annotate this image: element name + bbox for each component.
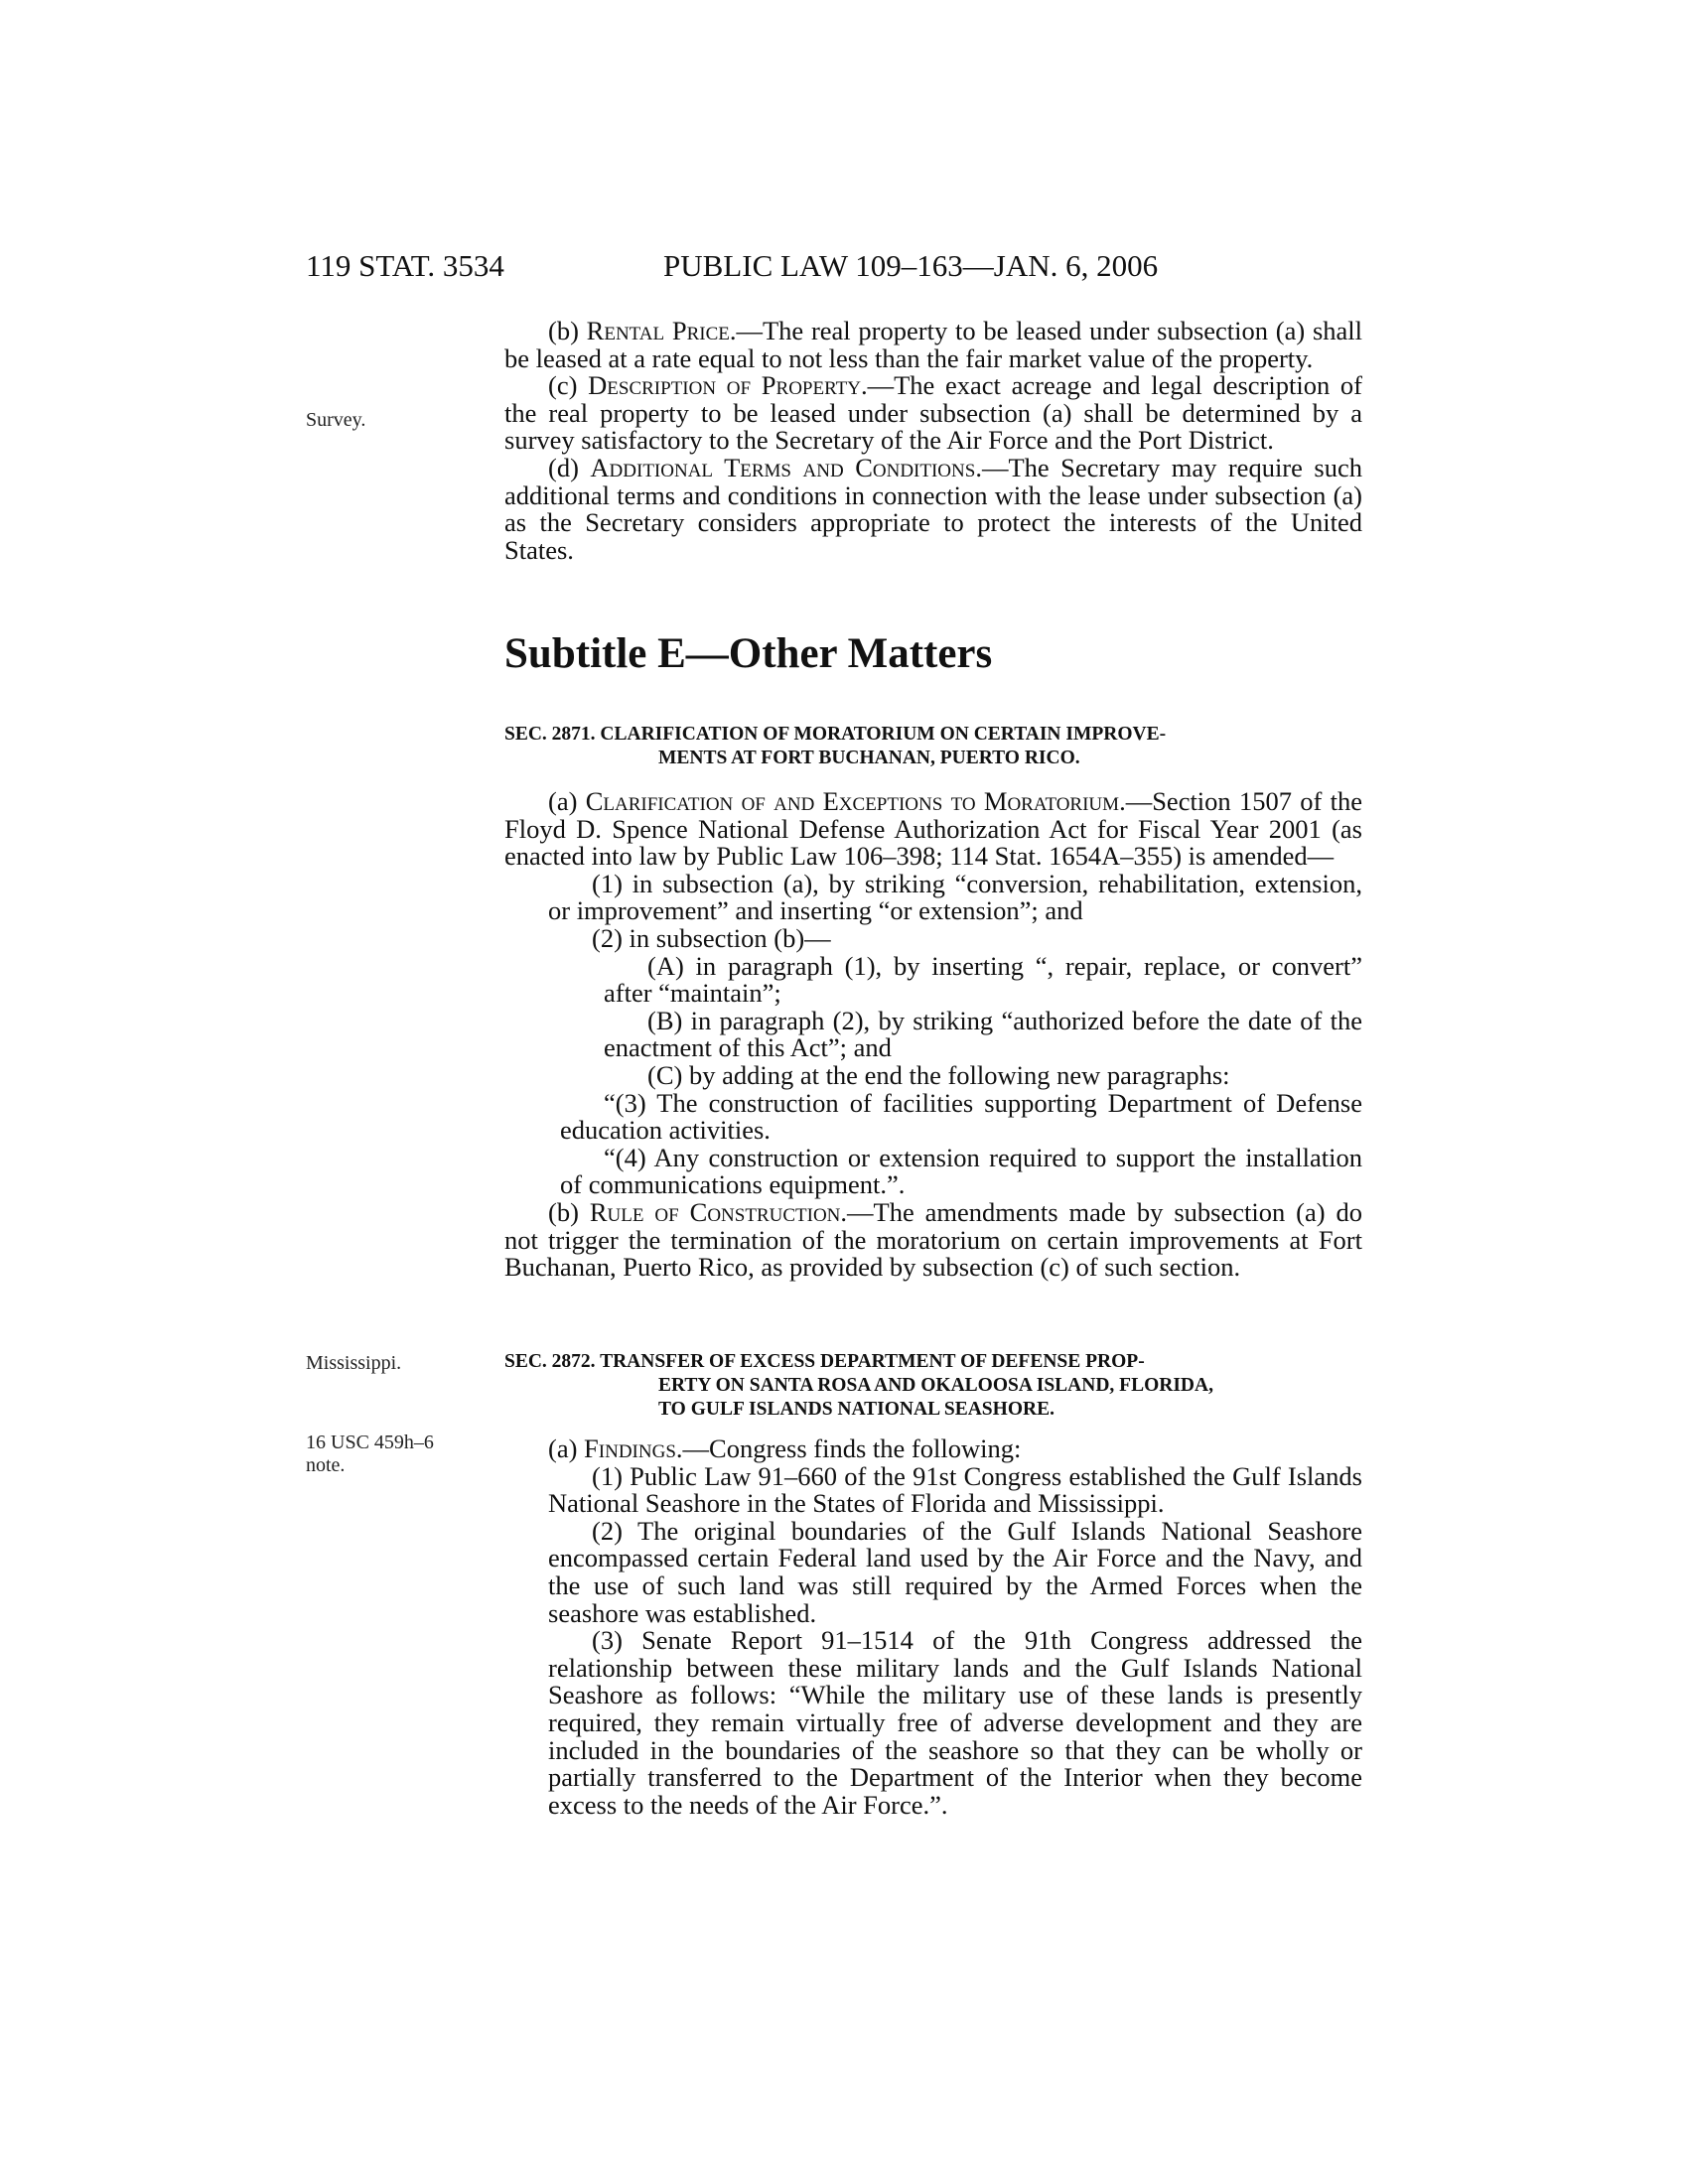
margin-note-usc-line2: note. xyxy=(306,1454,346,1476)
statute-page-number: 119 STAT. 3534 xyxy=(306,248,504,283)
section-2871-quoted-4: “(4) Any construction or extension required to support the installation of communications equipment.”. xyxy=(560,1142,1362,1200)
margin-note-usc xyxy=(306,1432,434,1477)
margin-note-survey: Survey. xyxy=(306,409,366,431)
subsection-c-description: (c) Description of Property.—The exact acreage and legal description of the real property to be leased under subsection (a) shall be determined by a survey satisfactory to the Secretary of the Air Force and the Port District. xyxy=(504,370,1362,456)
section-2872-finding-3: (3) Senate Report 91–1514 of the 91th Congress addressed the relationship between these military lands and the Gulf Islands National Seashore as follows: “While the military use of these lands is presently required, they remain virtually free of adverse development and they are included in the boundaries of the seashore so that they can be wholly or partially transferred to the Department of the Interior when they become excess to the needs of the Air Force.”. xyxy=(548,1625,1362,1820)
subsection-b-rental-price: (b) Rental Price.—The real property to be leased under subsection (a) shall be leased at a rate equal to not less than the fair market value of the property. xyxy=(504,316,1363,373)
section-2871-a-2-B: (B) in paragraph (2), by striking “authorized before the date of the enactment of this Act”; and xyxy=(604,1005,1362,1063)
margin-note-mississippi: Mississippi. xyxy=(306,1352,402,1374)
section-2871-a: (a) Clarification of and Exceptions to Moratorium.—Section 1507 of the Floyd D. Spence National Defense Authorization Act for Fiscal Year 2001 (as enacted into law by Public Law 106–398; 114 Stat. 1654A–355) is amended— xyxy=(504,786,1363,872)
section-2871-a-2-A: (A) in paragraph (1), by inserting “, repair, replace, or convert” after “maintain”; xyxy=(604,950,1362,1009)
section-2872-a: (a) Findings.—Congress finds the following: xyxy=(548,1433,1022,1463)
section-2871-heading: SEC. 2871. CLARIFICATION OF MORATORIUM ON CERTAIN IMPROVE- MENTS AT FORT BUCHANAN, PUERTO RICO. xyxy=(504,724,1167,768)
subtitle-block xyxy=(504,630,1362,677)
section-2872 xyxy=(504,1350,1362,1819)
public-law-citation: PUBLIC LAW 109–163—JAN. 6, 2006 xyxy=(663,248,1159,283)
subtitle-heading: Subtitle E—Other Matters xyxy=(504,630,993,677)
subsection-d-additional-terms: (d) Additional Terms and Conditions.—The Secretary may require such additional terms and conditions in connection with the lease under subsection (a) as the Secretary considers appropriate to protect the interests of the United States. xyxy=(504,452,1362,565)
section-2871-b: (b) Rule of Construction.—The amendments made by subsection (a) do not trigger the termination of the moratorium on certain improvements at Fort Buchanan, Puerto Rico, as provided by subsection (c) of such section. xyxy=(504,1196,1363,1283)
margin-note-usc-line1: 16 USC 459h–6 xyxy=(306,1432,434,1453)
section-2872-finding-2: (2) The original boundaries of the Gulf Islands National Seashore encompassed certain Federal land used by the Air Force and the Navy, and the use of such land was still required by the Armed Forces when the seashore was established. xyxy=(548,1515,1362,1628)
section-2872-finding-1: (1) Public Law 91–660 of the 91st Congress established the Gulf Islands National Seashore in the States of Florida and Mississippi. xyxy=(548,1460,1362,1519)
section-2871-a-2-C: (C) by adding at the end the following new paragraphs: xyxy=(647,1059,1230,1090)
section-2871-a-1: (1) in subsection (a), by striking “conversion, rehabilitation, extension, or improvement” and inserting “or extension”; and xyxy=(548,868,1362,926)
section-2871 xyxy=(504,723,1362,1282)
section-2872-heading: SEC. 2872. TRANSFER OF EXCESS DEPARTMENT OF DEFENSE PROP- ERTY ON SANTA ROSA AND OKALOOSA ISLAND, FLORIDA, TO GULF ISLANDS NATIONAL SEASHORE. xyxy=(504,1351,1213,1420)
body-column-top xyxy=(504,318,1362,564)
section-2871-quoted-3: “(3) The construction of facilities supporting Department of Defense education activities. xyxy=(560,1087,1362,1146)
section-2871-a-2: (2) in subsection (b)— xyxy=(592,922,831,953)
